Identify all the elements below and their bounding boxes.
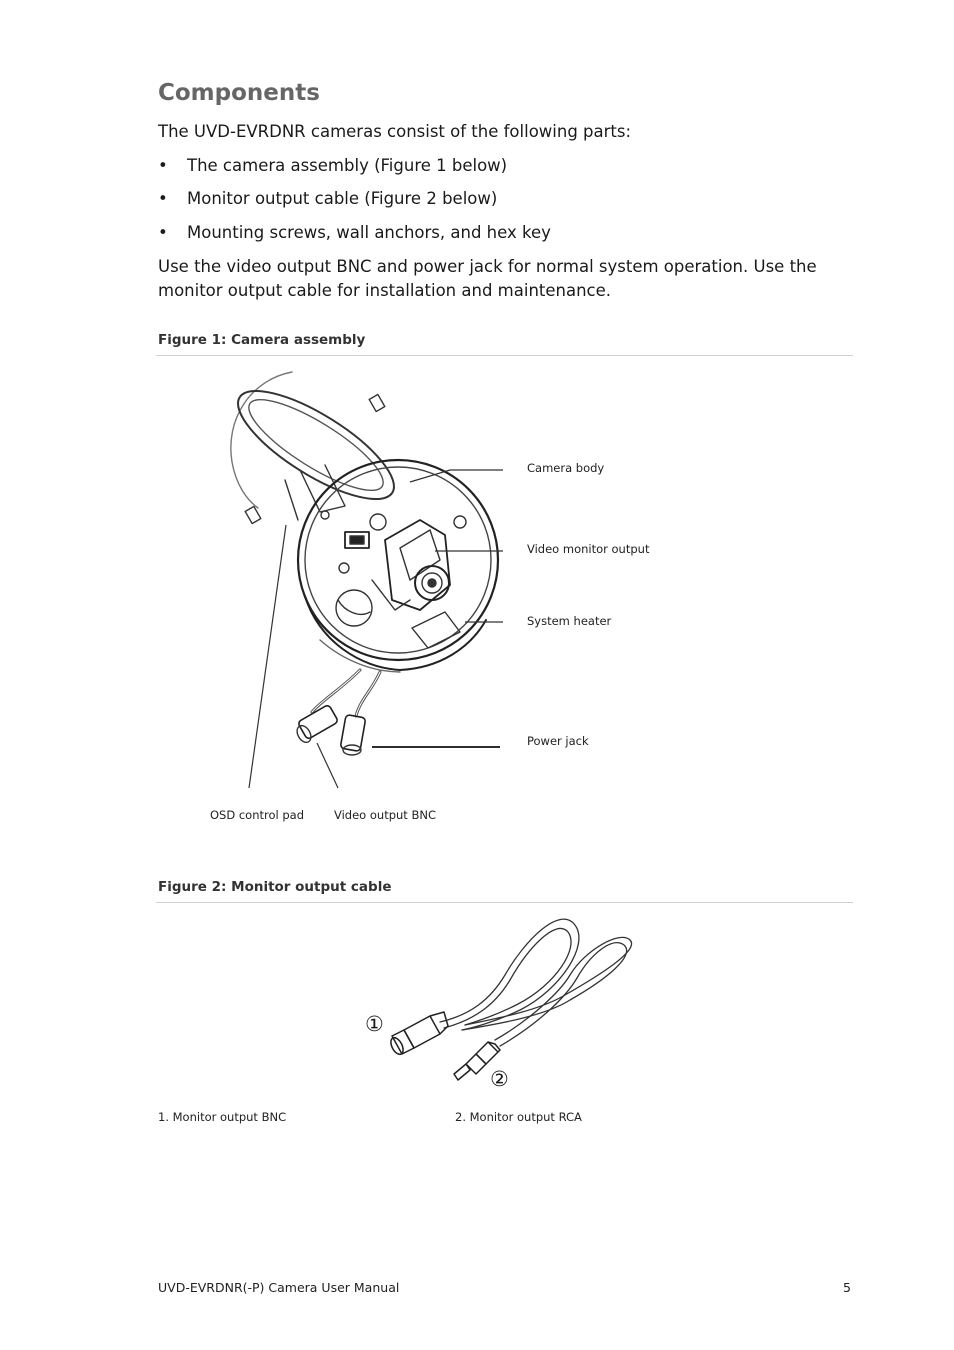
list-item-text: Monitor output cable (Figure 2 below) [187, 189, 498, 208]
callout-system-heater: System heater [527, 614, 612, 628]
bullet-glyph: • [158, 189, 168, 208]
figure1-title: Figure 1: Camera assembly [158, 332, 366, 348]
marker-two: ② [490, 1067, 509, 1091]
callout-video-monitor-output: Video monitor output [527, 542, 650, 556]
paragraph-line: monitor output cable for installation and maintenance. [158, 281, 612, 300]
legend-item-monitor-output-bnc: 1. Monitor output BNC [158, 1110, 287, 1124]
list-item-text: The camera assembly (Figure 1 below) [187, 156, 508, 175]
list-item-text: Mounting screws, wall anchors, and hex key [187, 223, 551, 242]
callout-camera-body: Camera body [527, 461, 605, 475]
section-heading: Components [158, 80, 320, 106]
paragraph-line: Use the video output BNC and power jack for normal system operation. Use the [158, 257, 817, 276]
intro-text: The UVD-EVRDNR cameras consist of the following parts: [158, 122, 632, 141]
legend-item-monitor-output-rca: 2. Monitor output RCA [455, 1110, 582, 1124]
footer-page-number: 5 [843, 1280, 851, 1295]
callout-power-jack: Power jack [527, 734, 589, 748]
marker-one: ① [365, 1012, 384, 1036]
callout-osd-control-pad: OSD control pad [210, 808, 305, 822]
bullet-glyph: • [158, 223, 168, 242]
figure2-title: Figure 2: Monitor output cable [158, 879, 392, 895]
footer-manual-title: UVD-EVRDNR(-P) Camera User Manual [158, 1280, 400, 1295]
callout-video-output-bnc: Video output BNC [334, 808, 436, 822]
bullet-glyph: • [158, 156, 168, 175]
